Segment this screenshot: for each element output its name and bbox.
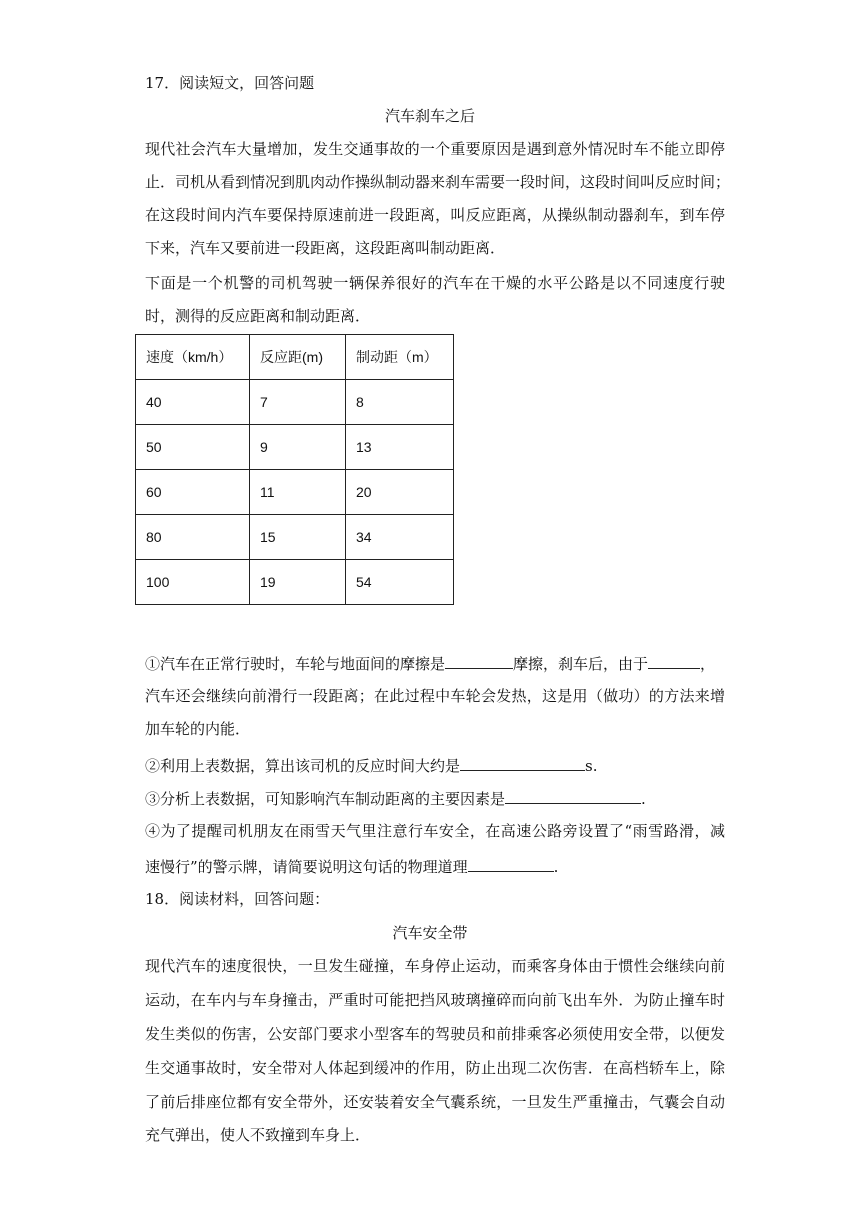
- paragraph-line: 运动，在车内与车身撞击，严重时可能把挡风玻璃撞碎而向前飞出车外．为防止撞车时: [145, 991, 725, 1009]
- paragraph-line: 止．司机从看到情况到肌肉动作操纵制动器来刹车需要一段时间，这段时间叫反应时间；: [145, 173, 731, 191]
- question-18-heading: 18．阅读材料，回答问题：: [145, 890, 330, 908]
- table-cell: 80: [136, 515, 250, 560]
- paragraph-line: 加车轮的内能．: [145, 720, 251, 738]
- paragraph-line: 了前后排座位都有安全带外，还安装着安全气囊系统，一旦发生严重撞击，气囊会自动: [145, 1093, 725, 1111]
- sub-question-3-text-b: .: [641, 790, 646, 808]
- sub-question-2: [145, 754, 725, 776]
- answer-blank-reason[interactable]: [648, 652, 700, 669]
- table-cell: 34: [346, 515, 454, 560]
- sub-question-2-text-a: ②利用上表数据，算出该司机的反应时间大约是: [145, 757, 461, 775]
- sub-question-4-text-a: 速慢行”的警示牌，请简要说明这句话的物理道理: [145, 858, 468, 876]
- paragraph-line: 现代社会汽车大量增加，发生交通事故的一个重要原因是遇到意外情况时车不能立即停: [145, 140, 725, 158]
- paragraph-line: 汽车还会继续向前滑行一段距离；在此过程中车轮会发热，这是用（做功）的方法来增: [145, 687, 725, 705]
- distance-table: [135, 334, 454, 605]
- paragraph-line: 时，测得的反应距离和制动距离．: [145, 307, 371, 325]
- sub-question-3-text-a: ③分析上表数据，可知影响汽车制动距离的主要因素是: [145, 790, 506, 808]
- table-cell: 100: [136, 560, 250, 605]
- paragraph-line: 在这段时间内汽车要保持原速前进一段距离，叫反应距离，从操纵制动器刹车，到车停: [145, 206, 725, 224]
- table-cell: 50: [136, 425, 250, 470]
- paragraph-line: 下来，汽车又要前进一段距离，这段距离叫制动距离．: [145, 239, 506, 257]
- table-cell: 7: [250, 380, 346, 425]
- sub-question-1-text-b: 摩擦，刹车后，由于: [513, 655, 649, 673]
- answer-blank-physics-reason[interactable]: [468, 855, 554, 872]
- table-header-row: [136, 335, 454, 380]
- sub-question-1-text-a: ①汽车在正常行驶时，车轮与地面间的摩擦是: [145, 655, 446, 673]
- table-cell: 8: [346, 380, 454, 425]
- answer-blank-friction-type[interactable]: [445, 652, 513, 669]
- table-cell: 19: [250, 560, 346, 605]
- question-17-heading: 17．阅读短文，回答问题: [145, 74, 315, 92]
- paragraph-line: 生交通事故时，安全带对人体起到缓冲的作用，防止出现二次伤害．在高档轿车上，除: [145, 1059, 725, 1077]
- sub-question-4-line: ④为了提醒司机朋友在雨雪天气里注意行车安全，在高速公路旁设置了“雨雪路滑，减: [145, 822, 725, 840]
- table-cell: 15: [250, 515, 346, 560]
- table-cell: 60: [136, 470, 250, 515]
- sub-question-4-text-b: .: [553, 858, 559, 876]
- sub-question-3: [145, 787, 725, 809]
- sub-question-4: [145, 855, 725, 877]
- table-row: [136, 515, 454, 560]
- paragraph-line: 充气弹出，使人不致撞到车身上．: [145, 1126, 371, 1144]
- sub-question-1: [145, 652, 725, 674]
- table-row: [136, 425, 454, 470]
- answer-blank-reaction-time[interactable]: [460, 754, 585, 771]
- table-cell: 13: [346, 425, 454, 470]
- sub-question-2-text-b: s.: [585, 757, 598, 775]
- table-cell: 54: [346, 560, 454, 605]
- paragraph-line: 发生类似的伤害，公安部门要求小型客车的驾驶员和前排乘客必须使用安全带，以便发: [145, 1025, 725, 1043]
- table-row: [136, 560, 454, 605]
- sub-question-1-text-c: ，: [700, 655, 716, 673]
- table-cell: 9: [250, 425, 346, 470]
- question-17-title: 汽车刹车之后: [384, 107, 475, 125]
- table-cell: 40: [136, 380, 250, 425]
- table-header-speed: 速度（km/h）: [136, 335, 250, 380]
- paragraph-line: 下面是一个机警的司机驾驶一辆保养很好的汽车在干燥的水平公路是以不同速度行驶: [145, 274, 725, 292]
- table-row: [136, 380, 454, 425]
- table-cell: 20: [346, 470, 454, 515]
- table-cell: 11: [250, 470, 346, 515]
- question-18-title: 汽车安全带: [392, 924, 468, 942]
- answer-blank-braking-factor[interactable]: [505, 787, 641, 804]
- paragraph-line: 现代汽车的速度很快，一旦发生碰撞，车身停止运动，而乘客身体由于惯性会继续向前: [145, 957, 725, 975]
- table-row: [136, 470, 454, 515]
- table-header-reaction: 反应距(m): [250, 335, 346, 380]
- table-header-braking: 制动距（m）: [346, 335, 454, 380]
